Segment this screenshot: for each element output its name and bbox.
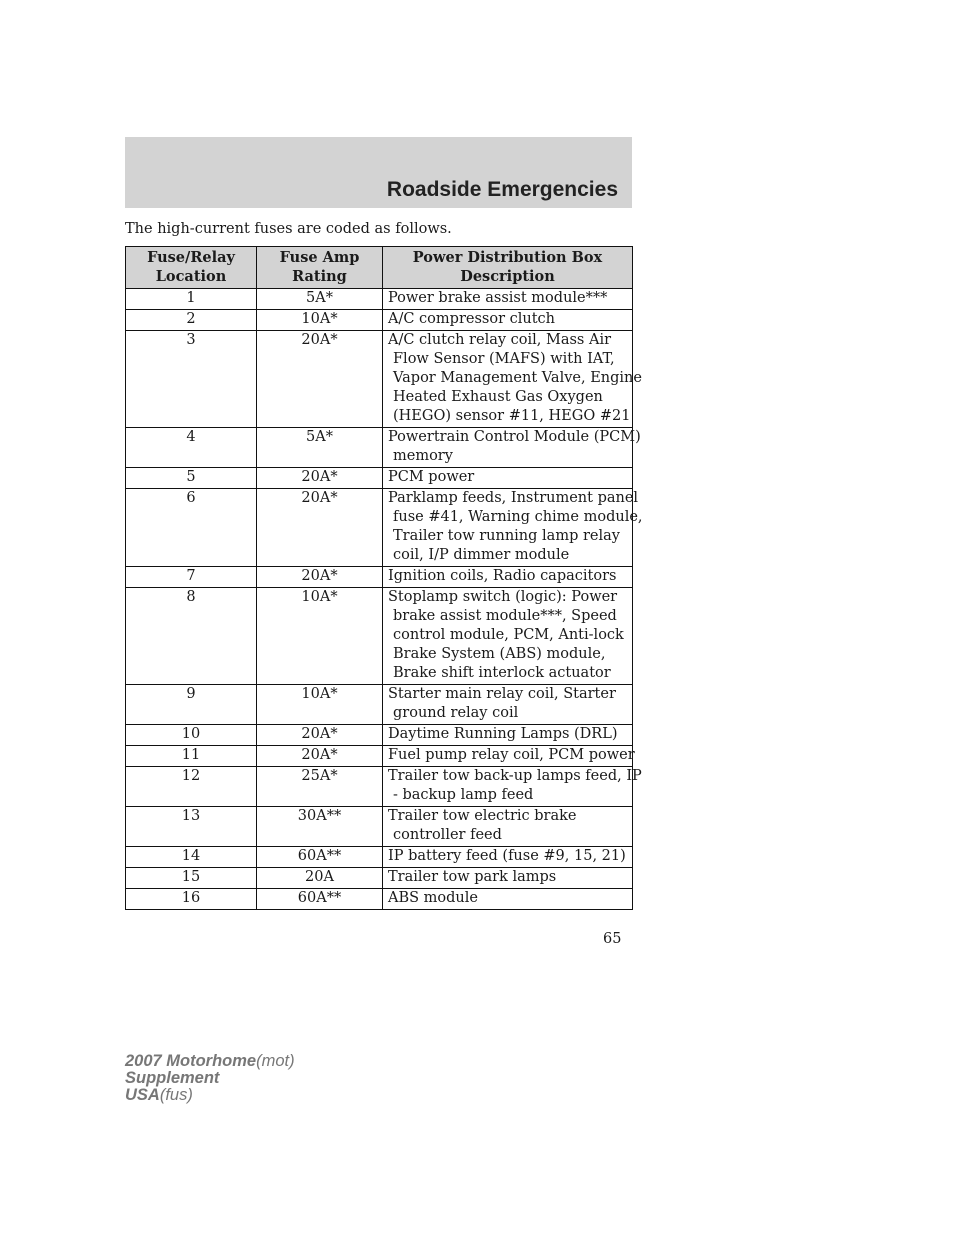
description-line: Starter main relay coil, Starter bbox=[388, 686, 616, 702]
fuse-description-cell bbox=[383, 868, 633, 889]
fuse-location-cell: 3 bbox=[126, 331, 257, 428]
description-line: brake assist module***, Speed bbox=[393, 608, 617, 624]
description-line: - backup lamp feed bbox=[393, 787, 534, 803]
description-line: Fuel pump relay coil, PCM power bbox=[388, 747, 635, 763]
fuse-location-cell: 4 bbox=[126, 428, 257, 468]
header-line: Rating bbox=[292, 268, 347, 285]
fuse-description-cell bbox=[383, 889, 633, 910]
fuse-description-cell bbox=[383, 807, 633, 847]
table-row bbox=[126, 746, 633, 767]
description-line: controller feed bbox=[393, 827, 502, 843]
table-row bbox=[126, 725, 633, 746]
description-line: Heated Exhaust Gas Oxygen bbox=[393, 389, 603, 405]
fuse-rating-cell: 20A* bbox=[257, 725, 383, 746]
fuse-location-cell: 12 bbox=[126, 767, 257, 807]
table-row bbox=[126, 889, 633, 910]
description-line: Daytime Running Lamps (DRL) bbox=[388, 726, 618, 742]
table-row bbox=[126, 868, 633, 889]
fuse-location-cell: 11 bbox=[126, 746, 257, 767]
description-line: ABS module bbox=[388, 890, 478, 906]
fuse-description-cell bbox=[383, 588, 633, 685]
fuse-description-cell bbox=[383, 331, 642, 428]
fuse-rating-cell: 20A* bbox=[257, 468, 383, 489]
section-header-band bbox=[125, 137, 632, 208]
column-header-rating bbox=[257, 247, 383, 289]
footer-line-market bbox=[125, 1087, 295, 1104]
header-line: Power Distribution Box bbox=[412, 249, 603, 266]
footer-model-code: (mot) bbox=[256, 1052, 295, 1070]
table-row bbox=[126, 468, 633, 489]
description-line: Power brake assist module*** bbox=[388, 290, 608, 306]
fuse-location-cell: 5 bbox=[126, 468, 257, 489]
description-line: Brake System (ABS) module, bbox=[393, 646, 606, 662]
column-header-location bbox=[126, 247, 257, 289]
fuse-location-cell: 10 bbox=[126, 725, 257, 746]
fuse-description-cell bbox=[383, 289, 633, 310]
footer-line-model bbox=[125, 1053, 295, 1070]
footer-doctype: Supplement bbox=[125, 1069, 220, 1087]
fuse-rating-cell: 60A** bbox=[257, 889, 383, 910]
fuse-location-cell: 8 bbox=[126, 588, 257, 685]
fuse-location-cell: 13 bbox=[126, 807, 257, 847]
table-row bbox=[126, 767, 633, 807]
document-footer bbox=[125, 1053, 295, 1104]
fuse-rating-cell: 25A* bbox=[257, 767, 383, 807]
description-line: Parklamp feeds, Instrument panel bbox=[388, 490, 639, 506]
header-line: Fuse/Relay bbox=[147, 249, 235, 266]
page-number: 65 bbox=[603, 931, 622, 947]
fuse-description-cell bbox=[383, 847, 633, 868]
footer-model: 2007 Motorhome bbox=[125, 1052, 257, 1070]
fuse-description-cell bbox=[383, 310, 633, 331]
header-line: Fuse Amp bbox=[279, 249, 360, 266]
fuse-description-cell bbox=[383, 746, 633, 767]
fuse-rating-cell: 20A* bbox=[257, 746, 383, 767]
footer-line-doctype bbox=[125, 1070, 295, 1087]
description-line: Ignition coils, Radio capacitors bbox=[388, 568, 617, 584]
description-line: ground relay coil bbox=[393, 705, 519, 721]
description-line: (HEGO) sensor #11, HEGO #21 bbox=[393, 408, 631, 424]
description-line: Trailer tow park lamps bbox=[388, 869, 557, 885]
fuse-rating-cell: 5A* bbox=[257, 289, 383, 310]
fuse-location-cell: 9 bbox=[126, 685, 257, 725]
description-line: A/C compressor clutch bbox=[388, 311, 555, 327]
fuse-rating-cell: 60A** bbox=[257, 847, 383, 868]
fuse-location-cell: 2 bbox=[126, 310, 257, 331]
table-row bbox=[126, 289, 633, 310]
fuse-rating-cell: 20A* bbox=[257, 567, 383, 588]
table-row bbox=[126, 310, 633, 331]
footer-market-code: (fus) bbox=[159, 1086, 193, 1104]
fuse-description-cell bbox=[383, 685, 633, 725]
fuse-rating-cell: 30A** bbox=[257, 807, 383, 847]
column-header-description bbox=[383, 247, 633, 289]
table-row bbox=[126, 588, 633, 685]
description-line: coil, I/P dimmer module bbox=[393, 547, 570, 563]
fuse-location-cell: 1 bbox=[126, 289, 257, 310]
fuse-description-cell bbox=[383, 567, 633, 588]
table-row bbox=[126, 685, 633, 725]
fuse-description-cell bbox=[383, 428, 641, 468]
fuse-rating-cell: 20A* bbox=[257, 331, 383, 428]
fuse-location-cell: 15 bbox=[126, 868, 257, 889]
table-row bbox=[126, 807, 633, 847]
description-line: A/C clutch relay coil, Mass Air bbox=[388, 332, 612, 348]
description-line: fuse #41, Warning chime module, bbox=[393, 509, 643, 525]
table-header-row bbox=[126, 247, 633, 289]
high-current-fuse-table bbox=[125, 246, 643, 910]
fuse-rating-cell: 5A* bbox=[257, 428, 383, 468]
footer-market: USA bbox=[125, 1086, 160, 1104]
section-title: Roadside Emergencies bbox=[386, 178, 618, 201]
table-row bbox=[126, 331, 633, 428]
description-line: memory bbox=[393, 448, 453, 464]
fuse-location-cell: 6 bbox=[126, 489, 257, 567]
description-line: IP battery feed (fuse #9, 15, 21) bbox=[388, 848, 626, 864]
table-row bbox=[126, 567, 633, 588]
description-line: Trailer tow electric brake bbox=[388, 808, 577, 824]
description-line: Trailer tow back-up lamps feed, IP bbox=[388, 768, 642, 784]
fuse-description-cell bbox=[383, 468, 633, 489]
fuse-rating-cell: 10A* bbox=[257, 588, 383, 685]
fuse-location-cell: 7 bbox=[126, 567, 257, 588]
table-row bbox=[126, 428, 633, 468]
table-body bbox=[126, 289, 643, 910]
fuse-rating-cell: 20A* bbox=[257, 489, 383, 567]
fuse-location-cell: 14 bbox=[126, 847, 257, 868]
fuse-location-cell: 16 bbox=[126, 889, 257, 910]
fuse-description-cell bbox=[383, 489, 643, 567]
fuse-rating-cell: 10A* bbox=[257, 310, 383, 331]
description-line: Brake shift interlock actuator bbox=[393, 665, 611, 681]
description-line: Trailer tow running lamp relay bbox=[393, 528, 620, 544]
fuse-rating-cell: 20A bbox=[257, 868, 383, 889]
table-row bbox=[126, 489, 633, 567]
table-row bbox=[126, 847, 633, 868]
header-line: Location bbox=[155, 268, 227, 285]
description-line: control module, PCM, Anti-lock bbox=[393, 627, 624, 643]
description-line: Powertrain Control Module (PCM) bbox=[388, 429, 641, 445]
description-line: Stoplamp switch (logic): Power bbox=[388, 589, 618, 605]
header-line: Description bbox=[460, 268, 555, 285]
fuse-description-cell bbox=[383, 767, 642, 807]
description-line: Flow Sensor (MAFS) with IAT, bbox=[393, 351, 615, 367]
fuse-rating-cell: 10A* bbox=[257, 685, 383, 725]
description-line: PCM power bbox=[388, 469, 475, 485]
description-line: Vapor Management Valve, Engine bbox=[393, 370, 642, 386]
fuse-description-cell bbox=[383, 725, 633, 746]
intro-text: The high-current fuses are coded as follows. bbox=[125, 221, 452, 237]
